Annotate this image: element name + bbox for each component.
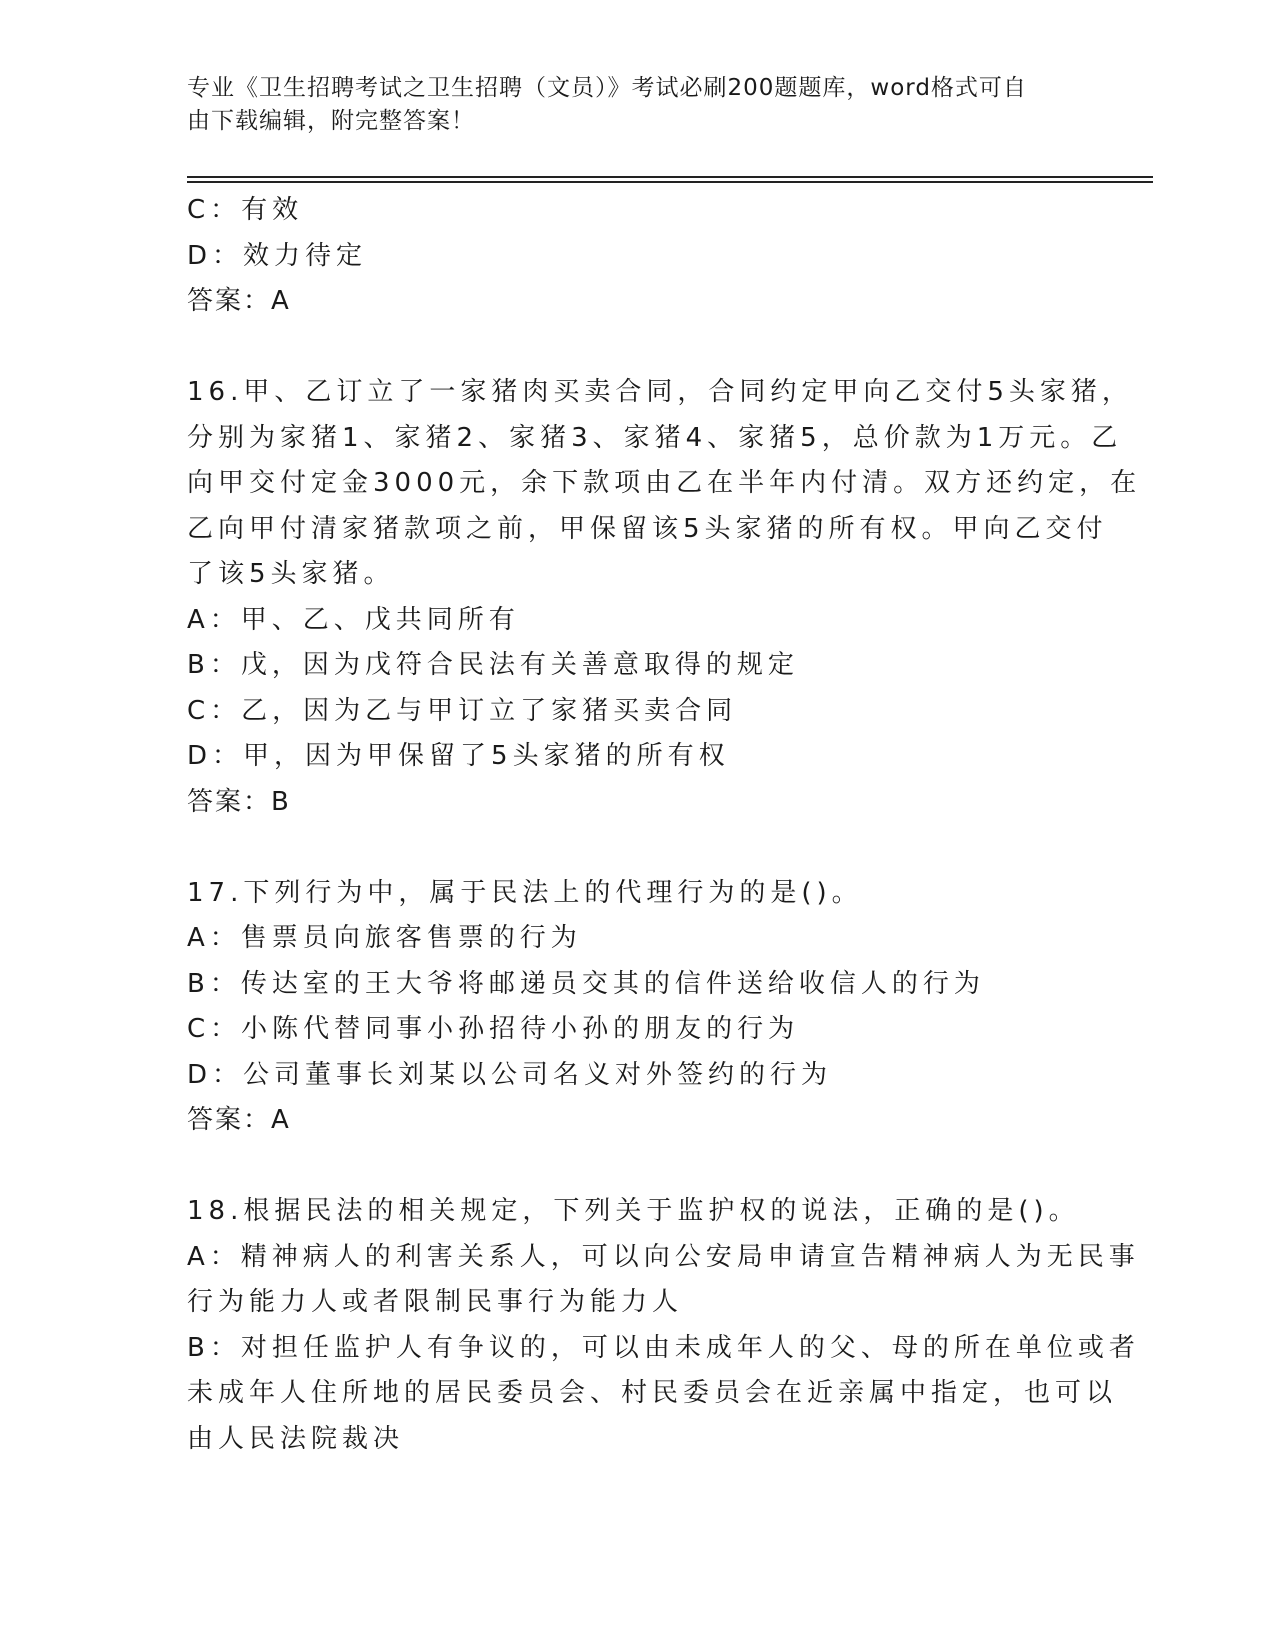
- question-content: [187, 188, 1142, 1462]
- spacer: [187, 825, 1087, 871]
- header-divider-top: [187, 176, 1153, 178]
- question-15-tail: [187, 188, 1087, 325]
- question-17: [187, 871, 1087, 1144]
- option-b-line: 由人民法院裁决: [187, 1423, 405, 1454]
- option-b-line: 未成年人住所地的居民委员会、村民委员会在近亲属中指定，也可以: [187, 1378, 1118, 1408]
- spacer: [187, 325, 1087, 371]
- option-b-line: B：对担任监护人有争议的，可以由未成年人的父、母的所在单位或者: [187, 1332, 1140, 1363]
- document-header: [187, 72, 1067, 138]
- header-divider-bottom: [187, 181, 1153, 183]
- question-stem-line: 16.甲、乙订立了一家猪肉买卖合同，合同约定甲向乙交付5头家猪，: [187, 377, 1133, 407]
- option-d: D：效力待定: [187, 240, 368, 271]
- answer-line: 答案：A: [187, 286, 291, 316]
- header-line-2: 由下载编辑，附完整答案！: [187, 108, 475, 134]
- question-stem-line: 分别为家猪1、家猪2、家猪3、家猪4、家猪5，总价款为1万元。乙: [187, 422, 1123, 453]
- option-a: A：售票员向旅客售票的行为: [187, 923, 582, 953]
- option-a-line: 行为能力人或者限制民事行为能力人: [187, 1287, 684, 1317]
- option-c: C：乙，因为乙与甲订立了家猪买卖合同: [187, 695, 738, 726]
- option-b: B：传达室的王大爷将邮递员交其的信件送给收信人的行为: [187, 968, 985, 999]
- option-c: C：小陈代替同事小孙招待小孙的朋友的行为: [187, 1014, 800, 1044]
- option-a: A：甲、乙、戊共同所有: [187, 604, 520, 635]
- option-d: D：甲，因为甲保留了5头家猪的所有权: [187, 741, 730, 771]
- question-stem-line: 向甲交付定金3000元，余下款项由乙在半年内付清。双方还约定，在: [187, 468, 1142, 498]
- option-d: D：公司董事长刘某以公司名义对外签约的行为: [187, 1059, 833, 1090]
- option-c: C：有效: [187, 195, 304, 225]
- question-stem-line: 了该5头家猪。: [187, 559, 395, 589]
- question-stem-line: 乙向甲付清家猪款项之前，甲保留该5头家猪的所有权。甲向乙交付: [187, 513, 1108, 544]
- spacer: [187, 1144, 1087, 1190]
- answer-line: 答案：B: [187, 786, 291, 817]
- question-stem: 17.下列行为中，属于民法上的代理行为的是()。: [187, 877, 863, 908]
- question-16: [187, 370, 1142, 825]
- question-18: [187, 1189, 1140, 1462]
- header-line-1: 专业《卫生招聘考试之卫生招聘（文员）》考试必刷200题题库，word格式可自: [187, 75, 1027, 101]
- question-stem: 18.根据民法的相关规定，下列关于监护权的说法，正确的是()。: [187, 1196, 1080, 1226]
- option-a-line: A：精神病人的利害关系人，可以向公安局申请宣告精神病人为无民事: [187, 1241, 1140, 1272]
- option-b: B：戊，因为戊符合民法有关善意取得的规定: [187, 650, 799, 680]
- answer-line: 答案：A: [187, 1105, 291, 1135]
